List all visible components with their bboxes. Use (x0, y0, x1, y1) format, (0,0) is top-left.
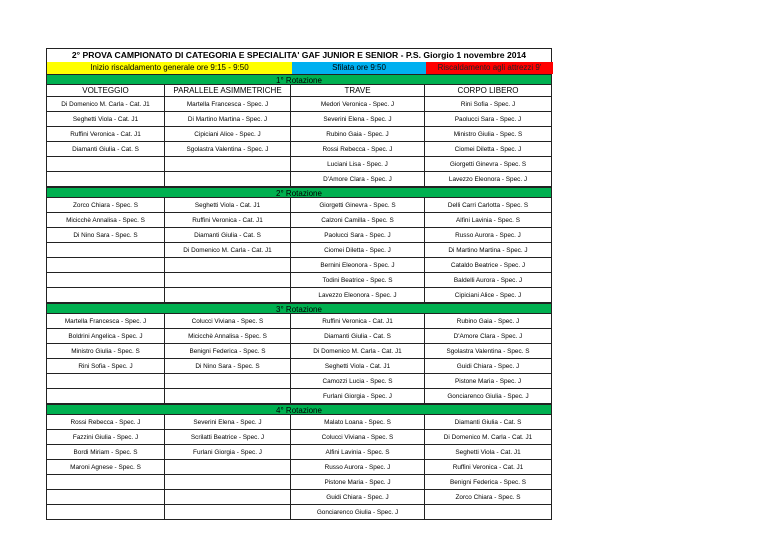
apparatus-header: PARALLELE ASIMMETRICHE (165, 85, 291, 97)
athlete-cell: Pistone Maria - Spec. J (425, 374, 552, 389)
athlete-cell: Rossi Rebecca - Spec. J (291, 142, 425, 157)
rotations-container (46, 74, 552, 520)
athlete-cell: Severini Elena - Spec. J (291, 112, 425, 127)
athlete-cell: Di Nino Sara - Spec. S (165, 359, 291, 374)
athlete-cell: Seghetti Viola - Cat. J1 (165, 198, 291, 213)
athlete-cell: Benigni Federica - Spec. S (165, 344, 291, 359)
athlete-cell (165, 505, 291, 520)
athlete-cell: Delli Carri Carlotta - Spec. S (425, 198, 552, 213)
athlete-cell: Rini Sofia - Spec. J (46, 359, 165, 374)
athlete-cell: Seghetti Viola - Cat. J1 (425, 445, 552, 460)
athlete-cell: Diamanti Giulia - Cat. S (425, 415, 552, 430)
athlete-cell: Rubino Gaia - Spec. J (291, 127, 425, 142)
athlete-cell (165, 460, 291, 475)
rotation-header: 3° Rotazione (46, 303, 552, 314)
athlete-cell: Di Martino Martina - Spec. J (165, 112, 291, 127)
athlete-cell (46, 490, 165, 505)
athlete-cell: Severini Elena - Spec. J (165, 415, 291, 430)
athlete-cell: Cipiciani Alice - Spec. J (165, 127, 291, 142)
athlete-cell: D'Amore Clara - Spec. J (291, 172, 425, 187)
athlete-cell: Guidi Chiara - Spec. J (291, 490, 425, 505)
athlete-cell: Lavezzo Eleonora - Spec. J (291, 288, 425, 303)
athlete-cell: Paolucci Sara - Spec. J (425, 112, 552, 127)
athlete-cell: Paolucci Sara - Spec. J (291, 228, 425, 243)
athlete-cell: Gonciarenco Giulia - Spec. J (425, 389, 552, 404)
athlete-cell: Giorgetti Ginevra - Spec. S (425, 157, 552, 172)
athlete-cell: Cataldo Beatrice - Spec. J (425, 258, 552, 273)
schedule-sheet (46, 48, 552, 520)
warmup-info: Inizio riscaldamento generale ore 9:15 - 9:50 (47, 62, 292, 74)
athlete-cell: Di Domenico M. Carla - Cat. J1 (165, 243, 291, 258)
athlete-cell: Calzoni Camilla - Spec. S (291, 213, 425, 228)
rotation-header: 1° Rotazione (46, 74, 552, 85)
athlete-cell: Zorco Chiara - Spec. S (425, 490, 552, 505)
athlete-cell: Ruffini Veronica - Cat. J1 (291, 314, 425, 329)
rotation-table (46, 97, 552, 187)
athlete-cell: Lavezzo Eleonora - Spec. J (425, 172, 552, 187)
athlete-cell (46, 273, 165, 288)
athlete-cell: Di Martino Martina - Spec. J (425, 243, 552, 258)
athlete-cell: Seghetti Viola - Cat. J1 (291, 359, 425, 374)
rotation-header: 2° Rotazione (46, 187, 552, 198)
athlete-cell: Rubino Gaia - Spec. J (425, 314, 552, 329)
athlete-cell: Di Nino Sara - Spec. S (46, 228, 165, 243)
athlete-cell: Micicchè Annalisa - Spec. S (46, 213, 165, 228)
athlete-cell: Ruffini Veronica - Cat. J1 (165, 213, 291, 228)
rotation-table (46, 314, 552, 404)
athlete-cell: Malato Loana - Spec. S (291, 415, 425, 430)
athlete-cell: Giorgetti Ginevra - Spec. S (291, 198, 425, 213)
athlete-cell: Maroni Agnese - Spec. S (46, 460, 165, 475)
apparatus-header: VOLTEGGIO (46, 85, 165, 97)
athlete-cell (165, 172, 291, 187)
athlete-cell (165, 258, 291, 273)
athlete-cell: Pistone Maria - Spec. J (291, 475, 425, 490)
athlete-cell: Ruffini Veronica - Cat. J1 (425, 460, 552, 475)
athlete-cell: Furlani Giorgia - Spec. J (291, 389, 425, 404)
athlete-cell: Guidi Chiara - Spec. J (425, 359, 552, 374)
athlete-cell (425, 505, 552, 520)
athlete-cell: Bordi Miriam - Spec. S (46, 445, 165, 460)
athlete-cell: Medori Veronica - Spec. J (291, 97, 425, 112)
page-title: 2° PROVA CAMPIONATO DI CATEGORIA E SPECIALITA' GAF JUNIOR E SENIOR - P.S. Giorgio 1 novembre 2014 (46, 48, 552, 62)
athlete-cell: Furlani Giorgia - Spec. J (165, 445, 291, 460)
athlete-cell: Sgolastra Valentina - Spec. S (425, 344, 552, 359)
athlete-cell: Bernini Eleonora - Spec. J (291, 258, 425, 273)
athlete-cell (46, 172, 165, 187)
athlete-cell: Sgolastra Valentina - Spec. J (165, 142, 291, 157)
athlete-cell: Camozzi Lucia - Spec. S (291, 374, 425, 389)
athlete-cell: Rini Sofia - Spec. J (425, 97, 552, 112)
athlete-cell: Gonciarenco Giulia - Spec. J (291, 505, 425, 520)
athlete-cell (165, 490, 291, 505)
athlete-cell (46, 389, 165, 404)
athlete-cell: Zorco Chiara - Spec. S (46, 198, 165, 213)
athlete-cell (46, 374, 165, 389)
athlete-cell: Diamanti Giulia - Cat. S (165, 228, 291, 243)
athlete-cell: Alfini Lavinia - Spec. S (425, 213, 552, 228)
athlete-cell (165, 157, 291, 172)
athlete-cell: Martella Francesca - Spec. J (46, 314, 165, 329)
athlete-cell: Ministro Giulia - Spec. S (425, 127, 552, 142)
athlete-cell: Ciomei Diletta - Spec. J (425, 142, 552, 157)
athlete-cell: Di Domenico M. Carla - Cat. J1 (46, 97, 165, 112)
athlete-cell (46, 157, 165, 172)
athlete-cell: Colucci Viviana - Spec. S (165, 314, 291, 329)
athlete-cell: Ciomei Diletta - Spec. J (291, 243, 425, 258)
athlete-cell (165, 288, 291, 303)
athlete-cell: Diamanti Giulia - Cat. S (291, 329, 425, 344)
apparatus-warmup-info: Riscaldamento agli attrezzi 9' (426, 62, 553, 74)
athlete-cell (46, 243, 165, 258)
apparatus-header: CORPO LIBERO (425, 85, 552, 97)
apparatus-header: TRAVE (291, 85, 425, 97)
athlete-cell: Ministro Giulia - Spec. S (46, 344, 165, 359)
athlete-cell: Baldelli Aurora - Spec. J (425, 273, 552, 288)
athlete-cell (46, 475, 165, 490)
athlete-cell: Alfini Lavinia - Spec. S (291, 445, 425, 460)
athlete-cell (46, 505, 165, 520)
athlete-cell: Russo Aurora - Spec. J (425, 228, 552, 243)
athlete-cell: Fazzini Giulia - Spec. J (46, 430, 165, 445)
athlete-cell: Benigni Federica - Spec. S (425, 475, 552, 490)
athlete-cell: Todini Beatrice - Spec. S (291, 273, 425, 288)
rotation-table (46, 415, 552, 520)
athlete-cell: Di Domenico M. Carla - Cat. J1 (425, 430, 552, 445)
info-row (46, 62, 552, 74)
athlete-cell: Rossi Rebecca - Spec. J (46, 415, 165, 430)
athlete-cell (165, 273, 291, 288)
rotation-header: 4° Rotazione (46, 404, 552, 415)
athlete-cell: Micicchè Annalisa - Spec. S (165, 329, 291, 344)
parade-info: Sfilata ore 9:50 (292, 62, 426, 74)
athlete-cell: Seghetti Viola - Cat. J1 (46, 112, 165, 127)
athlete-cell: Boldrini Angelica - Spec. J (46, 329, 165, 344)
athlete-cell (46, 288, 165, 303)
athlete-cell (165, 374, 291, 389)
athlete-cell: Cipiciani Alice - Spec. J (425, 288, 552, 303)
athlete-cell: Russo Aurora - Spec. J (291, 460, 425, 475)
athlete-cell (46, 258, 165, 273)
athlete-cell (165, 389, 291, 404)
athlete-cell: Ruffini Veronica - Cat. J1 (46, 127, 165, 142)
athlete-cell (165, 475, 291, 490)
apparatus-headers (46, 85, 552, 97)
athlete-cell: Martella Francesca - Spec. J (165, 97, 291, 112)
athlete-cell: Diamanti Giulia - Cat. S (46, 142, 165, 157)
athlete-cell: Luciani Lisa - Spec. J (291, 157, 425, 172)
athlete-cell: Colucci Viviana - Spec. S (291, 430, 425, 445)
athlete-cell: D'Amore Clara - Spec. J (425, 329, 552, 344)
athlete-cell: Scrilatti Beatrice - Spec. J (165, 430, 291, 445)
athlete-cell: Di Domenico M. Carla - Cat. J1 (291, 344, 425, 359)
rotation-table (46, 198, 552, 303)
